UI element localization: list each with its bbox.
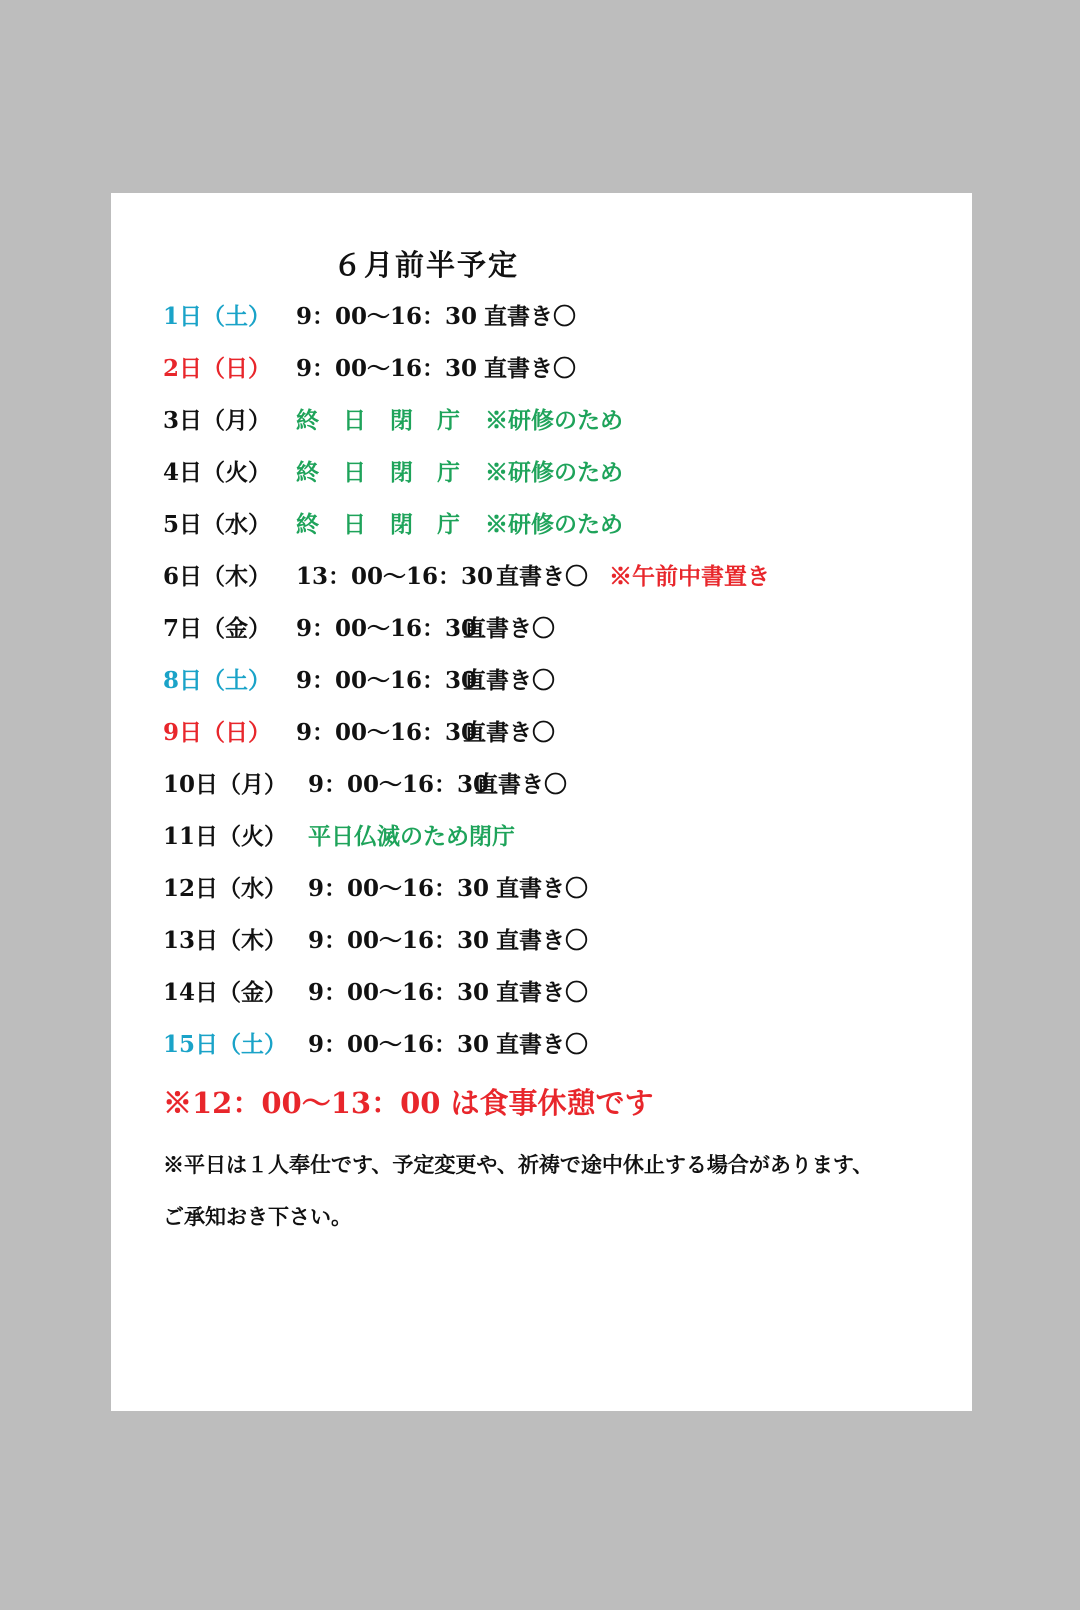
row-direct-write: 直書き〇 [484, 355, 576, 382]
row-hours: 9：00〜16：30 [296, 615, 478, 642]
row-direct-write: 直書き〇 [496, 927, 588, 954]
row-closed-reason: ※研修のため [485, 511, 623, 538]
notice-line-2: ご承知おき下さい。 [163, 1204, 352, 1229]
row-hours: 9：00〜16：30 [308, 875, 490, 902]
page-title: ６月前半予定 [333, 248, 520, 282]
row-direct-write: 直書き〇 [463, 667, 555, 694]
row-date: 8日（土） [163, 667, 272, 694]
row-hours: 9：00〜16：30 [308, 927, 490, 954]
row-date: 2日（日） [163, 355, 272, 382]
row-direct-write: 直書き〇 [463, 615, 555, 642]
row-closed-reason: ※研修のため [485, 459, 623, 486]
schedule-page [111, 193, 972, 1411]
row-direct-write: 直書き〇 [484, 303, 576, 330]
row-closed: 終日閉庁 [296, 407, 484, 434]
row-date: 10日（月） [163, 771, 288, 798]
row-hours: 9：00〜16：30 [296, 667, 478, 694]
row-date: 15日（土） [163, 1031, 288, 1058]
row-date: 6日（木） [163, 563, 272, 590]
row-direct-write: 直書き〇 [496, 563, 588, 590]
row-date: 9日（日） [163, 719, 272, 746]
row-date: 13日（木） [163, 927, 288, 954]
row-date: 5日（水） [163, 511, 272, 538]
row-holiday-closed: 平日仏滅のため閉庁 [308, 823, 515, 850]
lunch-break-note: ※12：00〜13：00 は食事休憩です [163, 1086, 654, 1120]
row-direct-write: 直書き〇 [475, 771, 567, 798]
row-hours: 9：00〜16：30 [308, 979, 490, 1006]
row-direct-write: 直書き〇 [496, 875, 588, 902]
row-hours: 9：00〜16：30 [296, 303, 478, 330]
row-hours: 9：00〜16：30 [308, 1031, 490, 1058]
row-closed: 終日閉庁 [296, 459, 484, 486]
row-date: 1日（土） [163, 303, 272, 330]
row-closed-reason: ※研修のため [485, 407, 623, 434]
staffing-notice [163, 1139, 953, 1243]
row-direct-write: 直書き〇 [463, 719, 555, 746]
row-date: 11日（火） [163, 823, 288, 850]
row-direct-write: 直書き〇 [496, 1031, 588, 1058]
row-hours: 9：00〜16：30 [308, 771, 490, 798]
row-date: 3日（月） [163, 407, 272, 434]
row-date: 12日（水） [163, 875, 288, 902]
row-hours: 9：00〜16：30 [296, 719, 478, 746]
row-closed: 終日閉庁 [296, 511, 484, 538]
row-date: 4日（火） [163, 459, 272, 486]
row-date: 7日（金） [163, 615, 272, 642]
row-hours: 9：00〜16：30 [296, 355, 478, 382]
row-morning-note: ※午前中書置き [609, 563, 770, 590]
row-direct-write: 直書き〇 [496, 979, 588, 1006]
notice-line-1: ※平日は１人奉仕です、予定変更や、祈祷で途中休止する場合があります、 [163, 1152, 874, 1177]
row-hours: 13：00〜16：30 [296, 563, 494, 590]
row-date: 14日（金） [163, 979, 288, 1006]
